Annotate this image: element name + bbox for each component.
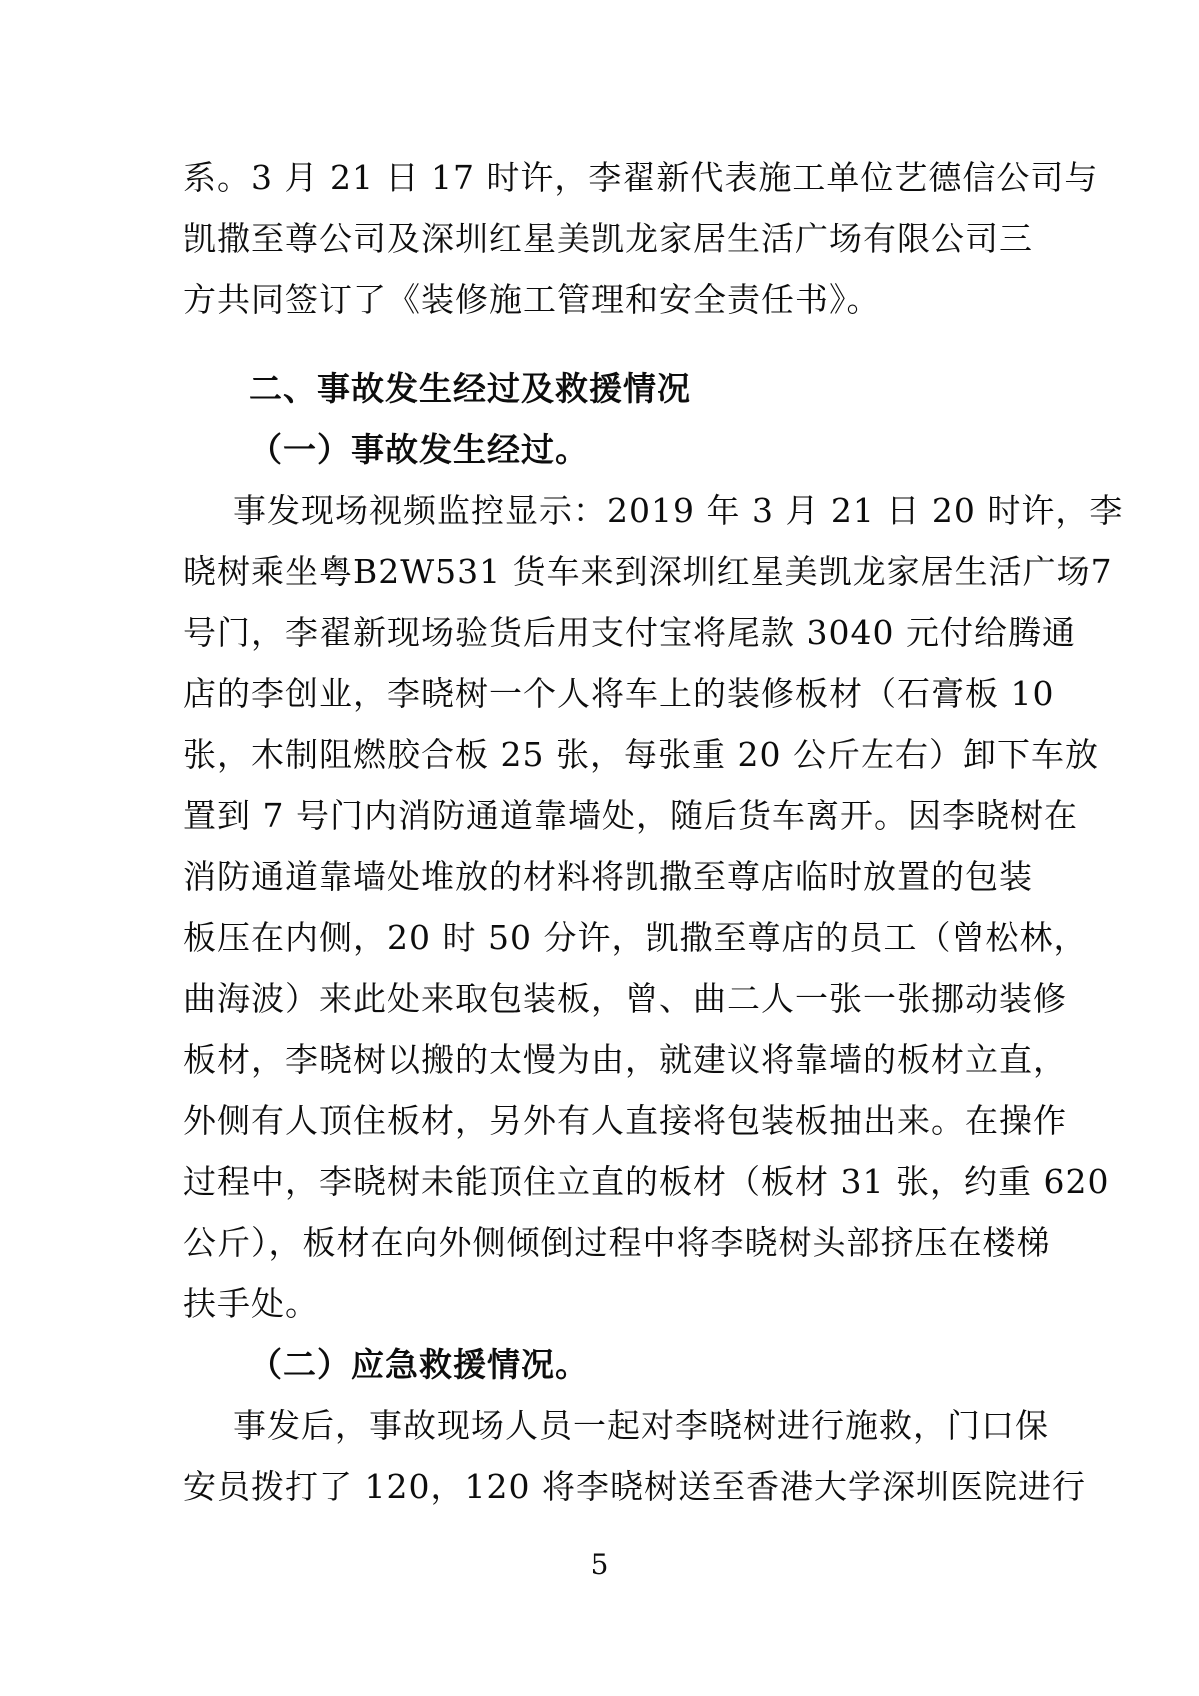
text-line: 凯撒至尊公司及深圳红星美凯龙家居生活广场有限公司三 bbox=[183, 219, 1033, 258]
text-line: 公斤），板材在向外侧倾倒过程中将李晓树头部挤压在楼梯 bbox=[183, 1223, 1051, 1262]
text-line: 事发后，事故现场人员一起对李晓树进行施救，门口保 bbox=[233, 1406, 1049, 1445]
text-line: 板材，李晓树以搬的太慢为由，就建议将靠墙的板材立直， bbox=[183, 1040, 1067, 1079]
text-line: 方共同签订了《装修施工管理和安全责任书》。 bbox=[183, 280, 881, 319]
text-line: 板压在内侧，20 时 50 分许，凯撒至尊店的员工（曾松林， bbox=[183, 918, 1088, 957]
text-line: 过程中，李晓树未能顶住立直的板材（板材 31 张，约重 620 bbox=[183, 1162, 1110, 1201]
document-body bbox=[183, 147, 1124, 1517]
text-line: 号门，李翟新现场验货后用支付宝将尾款 3040 元付给腾通 bbox=[183, 613, 1076, 652]
paragraph-accident-course bbox=[183, 480, 1124, 1334]
subsection-heading-2-1: （一）事故发生经过。 bbox=[249, 430, 589, 469]
paragraph-emergency-rescue bbox=[183, 1395, 1086, 1517]
text-line: 张，木制阻燃胶合板 25 张，每张重 20 公斤左右）卸下车放 bbox=[183, 735, 1099, 774]
text-line: 外侧有人顶住板材，另外有人直接将包装板抽出来。在操作 bbox=[183, 1101, 1067, 1140]
section-heading-2: 二、事故发生经过及救援情况 bbox=[249, 369, 691, 408]
text-line: 安员拨打了 120，120 将李晓树送至香港大学深圳医院进行 bbox=[183, 1467, 1086, 1506]
text-line: 店的李创业，李晓树一个人将车上的装修板材（石膏板 10 bbox=[183, 674, 1055, 713]
text-line: 消防通道靠墙处堆放的材料将凯撒至尊店临时放置的包装 bbox=[183, 857, 1033, 896]
text-line: 事发现场视频监控显示：2019 年 3 月 21 日 20 时许，李 bbox=[233, 491, 1124, 530]
page-number: 5 bbox=[590, 1548, 609, 1581]
text-line: 晓树乘坐粤B2W531 货车来到深圳红星美凯龙家居生活广场7 bbox=[183, 552, 1113, 591]
paragraph-contract-signing bbox=[183, 147, 1099, 330]
subsection-heading-2-2: （二）应急救援情况。 bbox=[249, 1345, 589, 1384]
text-line: 置到 7 号门内消防通道靠墙处，随后货车离开。因李晓树在 bbox=[183, 796, 1078, 835]
text-line: 系。3 月 21 日 17 时许，李翟新代表施工单位艺德信公司与 bbox=[183, 158, 1099, 197]
text-line: 曲海波）来此处来取包装板，曾、曲二人一张一张挪动装修 bbox=[183, 979, 1067, 1018]
text-line: 扶手处。 bbox=[183, 1284, 319, 1323]
